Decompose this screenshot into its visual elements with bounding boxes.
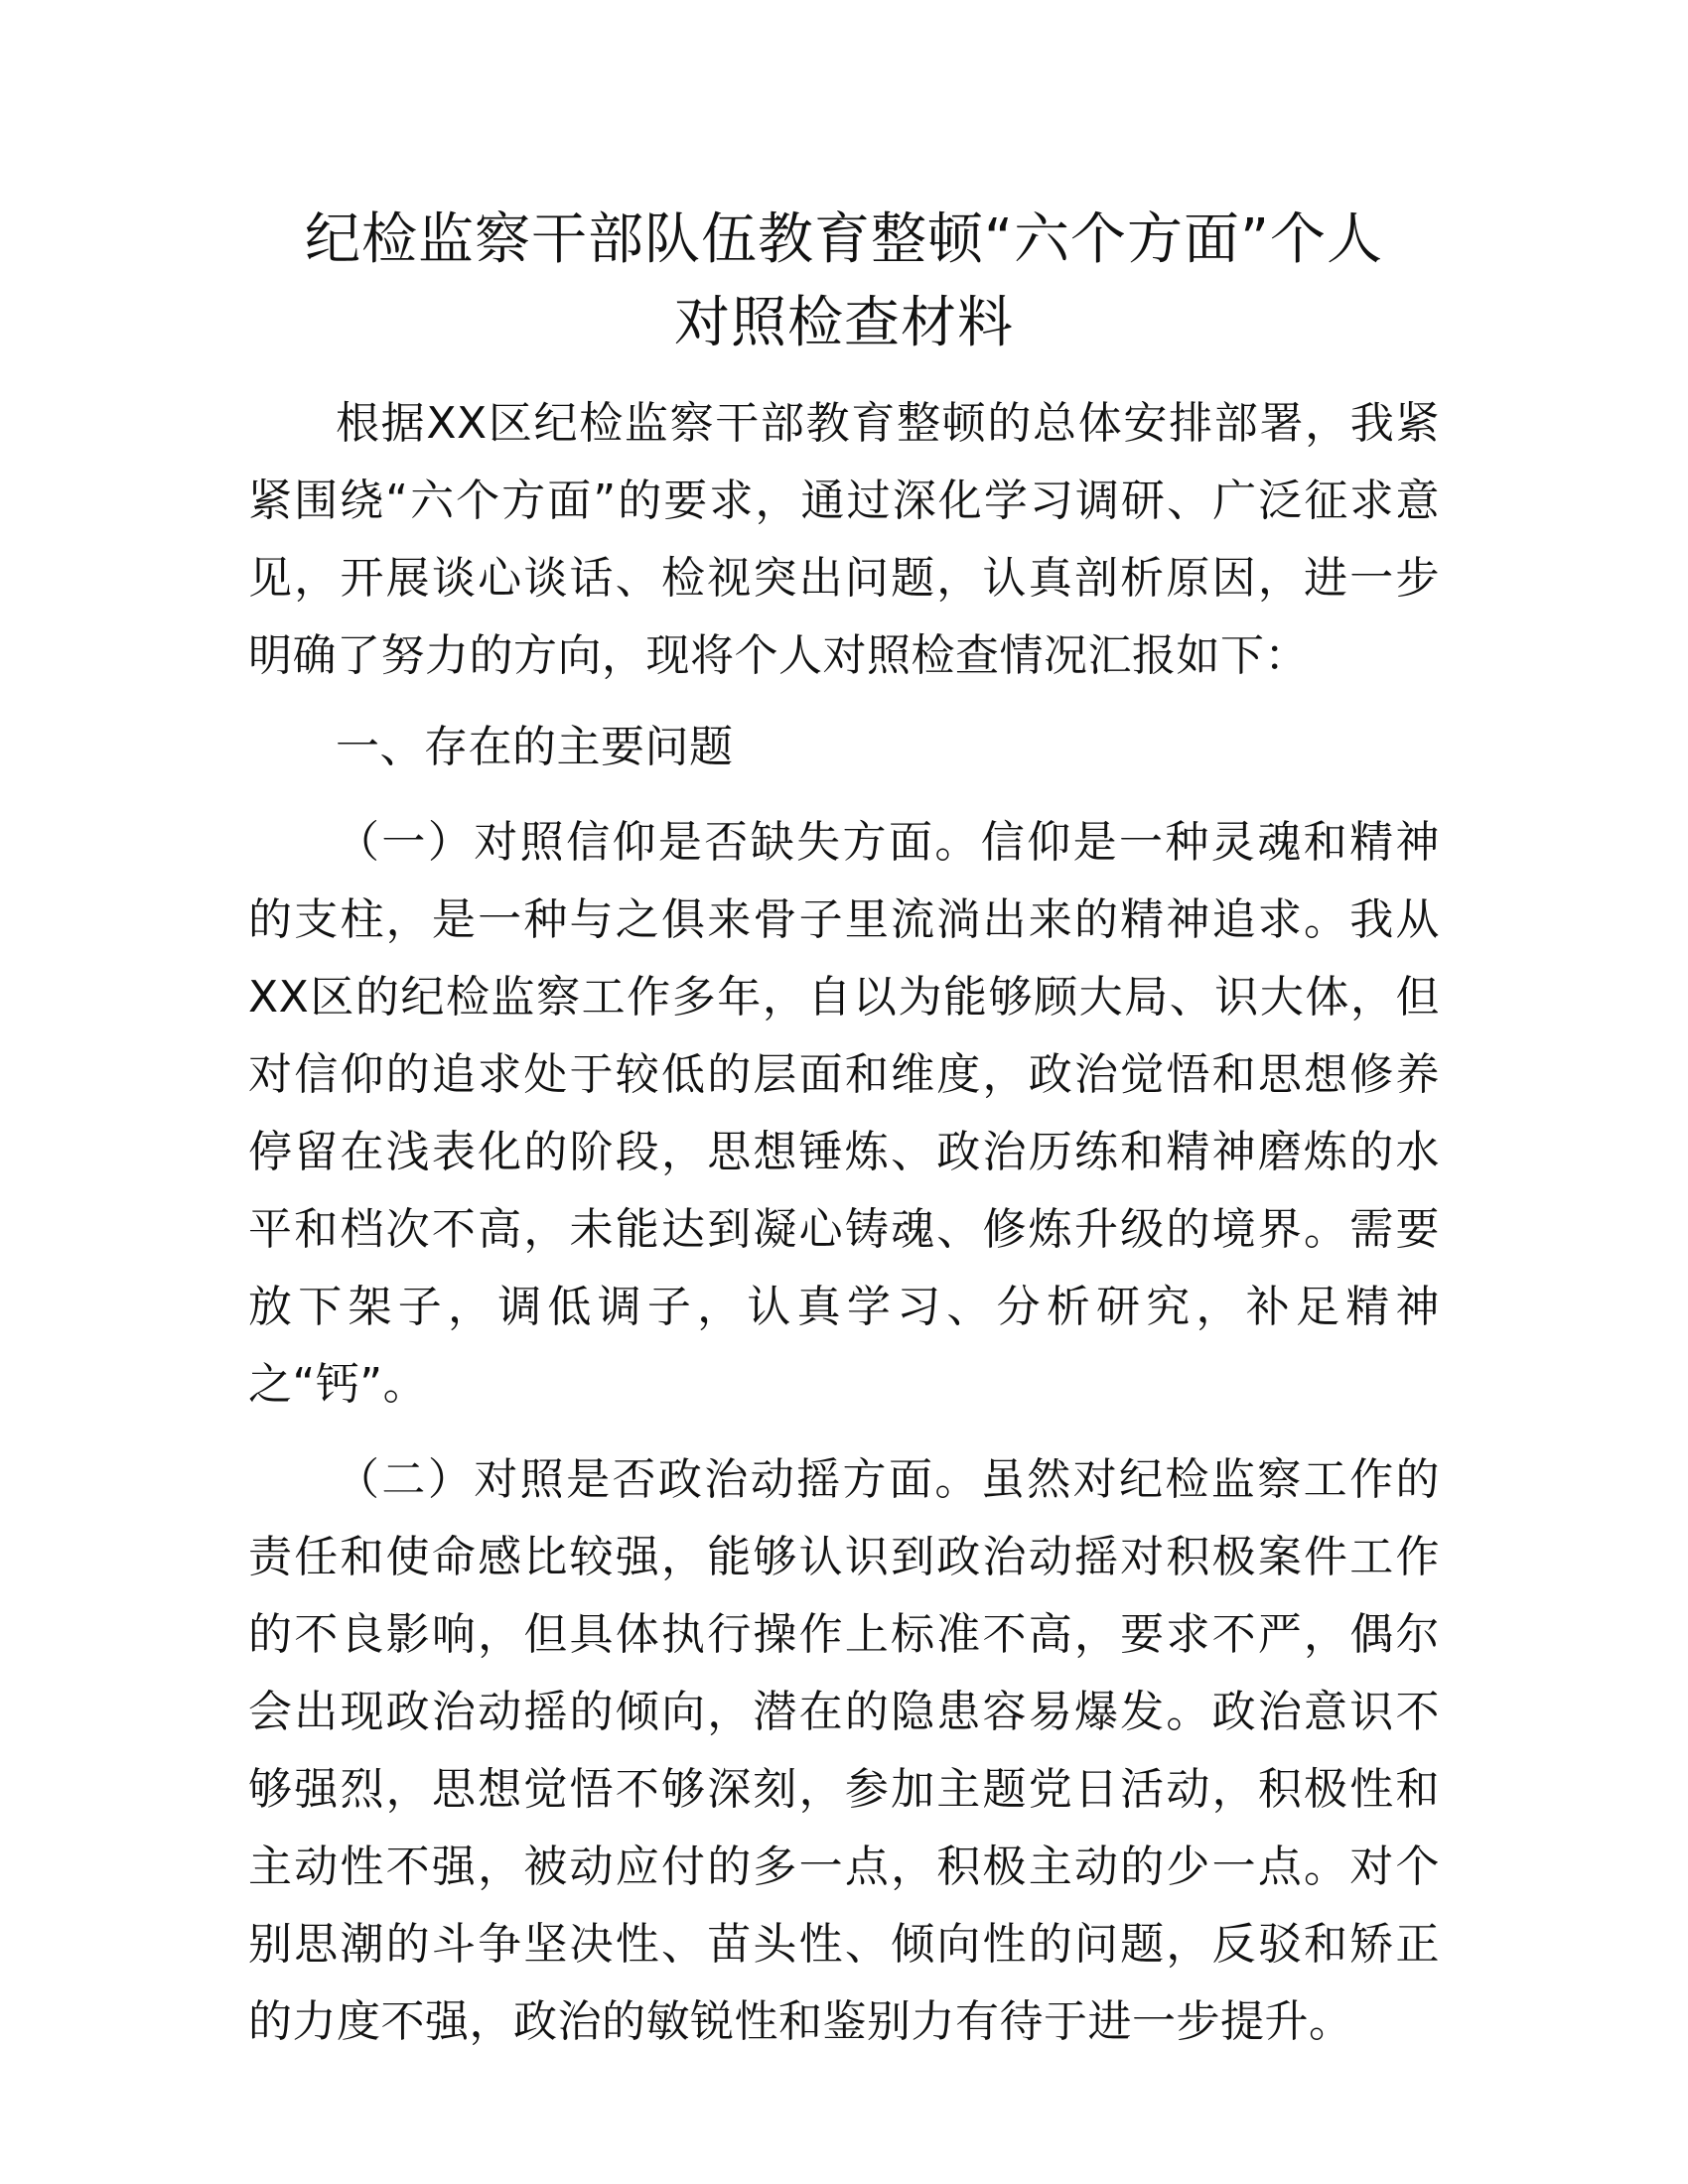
intro-paragraph: 根据XX区纪检监察干部教育整顿的总体安排部署，我紧紧围绕“六个方面”的要求，通过深化学习调研、广泛征求意见，开展谈心谈话、检视突出问题，认真剖析原因，进一步明确了努力的方向，现将个人对照检查情况汇报如下： (248, 398, 1440, 681)
paragraph-item-1: （一）对照信仰是否缺失方面。信仰是一种灵魂和精神的支柱，是一种与之俱来骨子里流淌出来的精神追求。我从XX区的纪检监察工作多年，自以为能够顾大局、识大体，但对信仰的追求处于较低的层面和维度，政治觉悟和思想修养停留在浅表化的阶段，思想锤炼、政治历练和精神磨炼的水平和档次不高，未能达到凝心铸魂、修炼升级的境界。需要放下架子，调低调子，认真学习、分析研究，补足精神之“钙”。 (248, 817, 1440, 1410)
section-heading-main-problems: 一、存在的主要问题 (336, 722, 734, 772)
paragraph-item-2: （二）对照是否政治动摇方面。虽然对纪检监察工作的责任和使命感比较强，能够认识到政治动摇对积极案件工作的不良影响，但具体执行操作上标准不高，要求不严，偶尔会出现政治动摇的倾向，潜在的隐患容易爆发。政治意识不够强烈，思想觉悟不够深刻，参加主题党日活动，积极性和主动性不强，被动应付的多一点，积极主动的少一点。对个别思潮的斗争坚决性、苗头性、倾向性的问题，反驳和矫正的力度不强，政治的敏锐性和鉴别力有待于进一步提升。 (248, 1454, 1440, 2047)
document-title-line-1: 纪检监察干部队伍教育整顿“六个方面”个人 (304, 207, 1384, 272)
document-title-line-2: 对照检查材料 (674, 291, 1014, 355)
document-title (248, 199, 1440, 365)
document-body (248, 199, 1440, 2061)
